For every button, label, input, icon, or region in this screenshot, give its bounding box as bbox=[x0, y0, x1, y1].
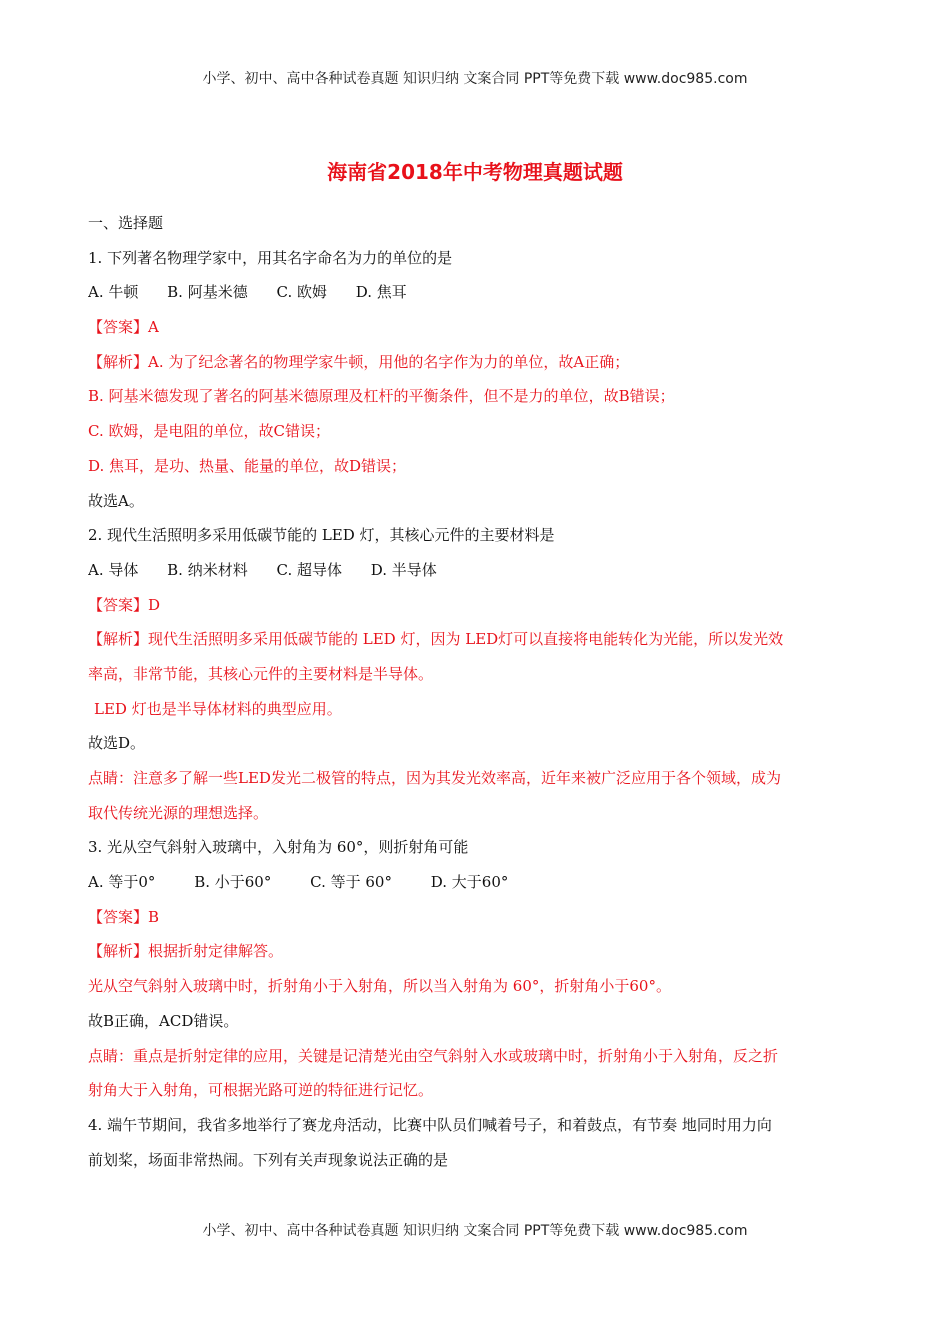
question-4-stem-line: 前划桨，场面非常热闹。下列有关声现象说法正确的是 bbox=[88, 1150, 449, 1169]
document-body bbox=[88, 206, 868, 1177]
question-2-answer: 【答案】D bbox=[88, 595, 161, 614]
question-3-options bbox=[88, 865, 868, 900]
question-3-conclusion: 故B正确，ACD错误。 bbox=[88, 1011, 239, 1030]
question-2-analysis-line: 【解析】现代生活照明多采用低碳节能的 LED 灯，因为 LED灯可以直接将电能转化为光能，所以发光效 bbox=[88, 630, 784, 649]
question-4-stem-line: 4. 端午节期间，我省多地举行了赛龙舟活动，比赛中队员们喊着号子，和着鼓点，有节奏 地同时用力向 bbox=[88, 1115, 772, 1134]
page-footer: 小学、初中、高中各种试卷真题 知识归纳 文案合同 PPT等免费下载 www.doc985.com bbox=[202, 1223, 748, 1239]
q2-option-c: C. 超导体 bbox=[276, 560, 342, 579]
q3-option-b: B. 小于60° bbox=[194, 873, 272, 892]
question-1-answer: 【答案】A bbox=[88, 318, 159, 337]
question-2-analysis-line: 率高，非常节能，其核心元件的主要材料是半导体。 bbox=[88, 664, 434, 683]
q2-option-a: A. 导体 bbox=[88, 560, 139, 579]
question-1-options bbox=[88, 275, 868, 310]
question-2-tip-line: 点睛：注意多了解一些LED发光二极管的特点，因为其发光效率高，近年来被广泛应用于各个领域，成为 bbox=[88, 769, 781, 787]
q1-option-a: A. 牛顿 bbox=[88, 283, 139, 302]
question-2-tip-line: 取代传统光源的理想选择。 bbox=[88, 803, 269, 822]
section-heading: 一、选择题 bbox=[88, 214, 164, 232]
question-3-tip-line: 射角大于入射角，可根据光路可逆的特征进行记忆。 bbox=[88, 1081, 434, 1100]
question-3-answer: 【答案】B bbox=[88, 907, 160, 926]
page-header: 小学、初中、高中各种试卷真题 知识归纳 文案合同 PPT等免费下载 www.doc985.com bbox=[202, 71, 748, 87]
question-2-options bbox=[88, 553, 868, 588]
q2-option-d: D. 半导体 bbox=[370, 560, 437, 579]
question-2-stem: 2. 现代生活照明多采用低碳节能的 LED 灯，其核心元件的主要材料是 bbox=[88, 526, 555, 545]
q3-option-a: A. 等于0° bbox=[88, 873, 156, 892]
question-2-analysis-extra: LED 灯也是半导体材料的典型应用。 bbox=[94, 699, 342, 718]
question-1-analysis-line: 【解析】A. 为了纪念著名的物理学家牛顿，用他的名字作为力的单位，故A正确； bbox=[88, 352, 630, 371]
question-1-analysis-line: B. 阿基米德发现了著名的阿基米德原理及杠杆的平衡条件，但不是力的单位，故B错误； bbox=[88, 387, 675, 406]
q1-option-b: B. 阿基米德 bbox=[167, 283, 248, 302]
question-1-conclusion: 故选A。 bbox=[88, 491, 144, 510]
question-3-tip-line: 点睛：重点是折射定律的应用，关键是记清楚光由空气斜射入水或玻璃中时，折射角小于入射角，反之折 bbox=[88, 1046, 779, 1065]
q2-option-b: B. 纳米材料 bbox=[167, 560, 248, 579]
question-3-analysis-line: 光从空气斜射入玻璃中时，折射角小于入射角，所以当入射角为 60°，折射角小于60°。 bbox=[88, 977, 671, 996]
question-3-analysis-head: 【解析】根据折射定律解答。 bbox=[88, 942, 284, 961]
q1-option-c: C. 欧姆 bbox=[276, 283, 327, 302]
question-1-analysis-line: C. 欧姆，是电阻的单位，故C错误； bbox=[88, 422, 330, 441]
question-1-stem: 1. 下列著名物理学家中，用其名字命名为力的单位的是 bbox=[88, 248, 453, 267]
question-1-analysis-line: D. 焦耳，是功、热量、能量的单位，故D错误； bbox=[88, 456, 407, 475]
q1-option-d: D. 焦耳 bbox=[355, 283, 407, 302]
page-title: 海南省2018年中考物理真题试题 bbox=[327, 160, 623, 184]
q3-option-c: C. 等于 60° bbox=[310, 873, 392, 892]
question-2-conclusion: 故选D。 bbox=[88, 734, 146, 753]
question-3-stem: 3. 光从空气斜射入玻璃中，入射角为 60°，则折射角可能 bbox=[88, 838, 469, 857]
q3-option-d: D. 大于60° bbox=[430, 873, 509, 892]
